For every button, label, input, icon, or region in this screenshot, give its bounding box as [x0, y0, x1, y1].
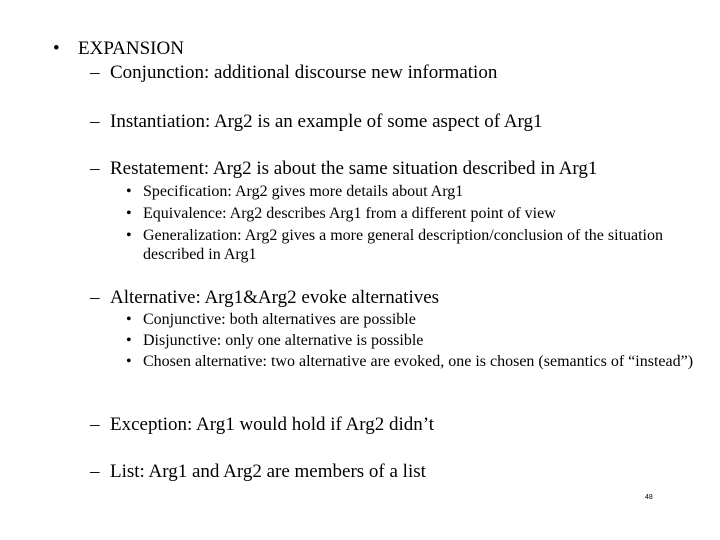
conjunctive-text: Conjunctive: both alternatives are possible: [143, 311, 416, 328]
specification-text: Specification: Arg2 gives more details about Arg1: [143, 183, 464, 200]
bullet: •: [126, 353, 132, 370]
bullet: •: [126, 183, 132, 200]
specification-item: [126, 182, 703, 201]
conjunction-item: [90, 62, 497, 84]
bullet: •: [126, 227, 132, 244]
equivalence-text: Equivalence: Arg2 describes Arg1 from a different point of view: [143, 205, 556, 222]
bullet: •: [126, 332, 132, 349]
list-item: [90, 461, 426, 483]
page-number: 48: [645, 494, 653, 501]
exception-item: [90, 414, 434, 436]
dash: –: [90, 461, 100, 482]
restatement-text: Restatement: Arg2 is about the same situation described in Arg1: [110, 158, 598, 179]
restatement-item: [90, 158, 597, 180]
expansion-heading-text: EXPANSION: [78, 38, 184, 59]
alternative-text: Alternative: Arg1&Arg2 evoke alternatives: [110, 287, 440, 308]
equivalence-item: [126, 204, 703, 223]
dash: –: [90, 287, 100, 308]
dash: –: [90, 158, 100, 179]
dash: –: [90, 62, 100, 83]
chosen-alternative-item: [126, 352, 703, 371]
bullet: •: [126, 205, 132, 222]
list-text: List: Arg1 and Arg2 are members of a list: [110, 461, 426, 482]
alternative-item: [90, 287, 439, 309]
conjunction-text: Conjunction: additional discourse new information: [110, 62, 498, 83]
conjunctive-item: [126, 310, 703, 329]
generalization-text: Generalization: Arg2 gives a more general description/conclusion of the situation described in Arg1: [143, 227, 663, 263]
chosen-alternative-text: Chosen alternative: two alternative are evoked, one is chosen (semantics of “instead”): [143, 353, 694, 370]
dash: –: [90, 111, 100, 132]
generalization-item: [126, 226, 703, 264]
instantiation-text: Instantiation: Arg2 is an example of some aspect of Arg1: [110, 111, 543, 132]
dash: –: [90, 414, 100, 435]
bullet: •: [53, 38, 60, 59]
disjunctive-item: [126, 331, 703, 350]
expansion-heading: [53, 38, 184, 60]
exception-text: Exception: Arg1 would hold if Arg2 didn’t: [110, 414, 435, 435]
disjunctive-text: Disjunctive: only one alternative is possible: [143, 332, 424, 349]
bullet: •: [126, 311, 132, 328]
instantiation-item: [90, 111, 543, 133]
